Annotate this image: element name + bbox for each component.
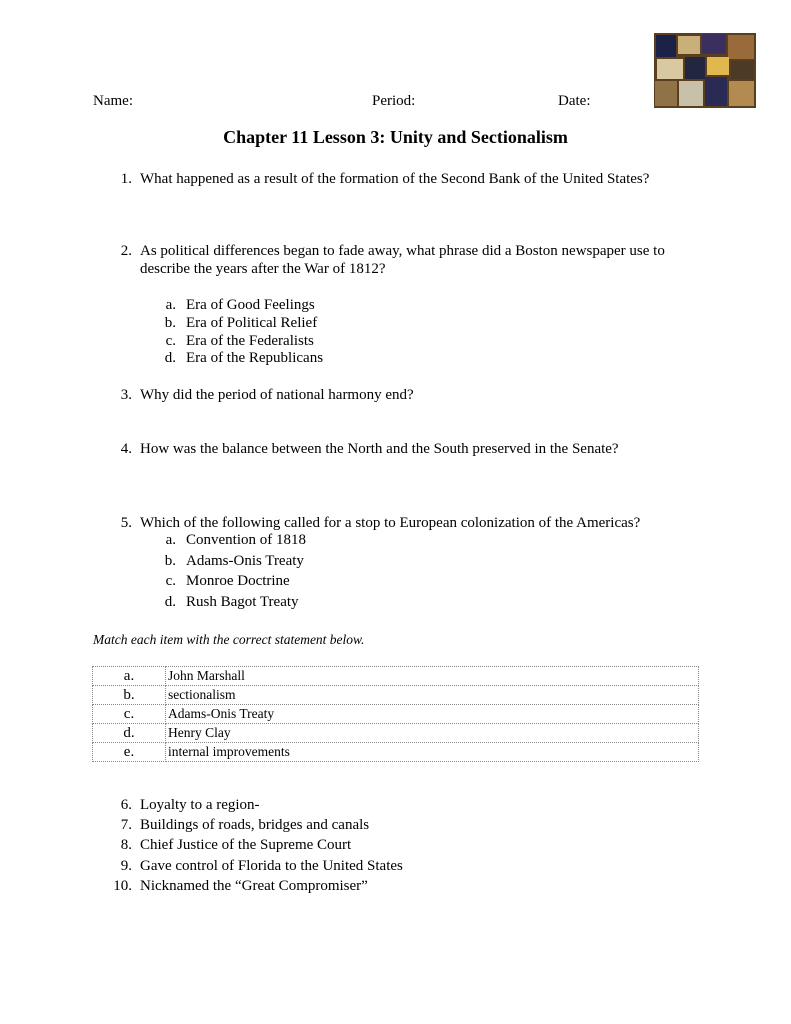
- question-text: How was the balance between the North and the South preserved in the Senate?: [140, 441, 619, 457]
- question-number: 5.: [120, 515, 132, 531]
- statement-text: Buildings of roads, bridges and canals: [140, 817, 370, 833]
- question-2: [0, 242, 791, 282]
- option-letter: c.: [165, 333, 176, 349]
- option-text: Era of Good Feelings: [186, 297, 315, 313]
- table-row: [93, 686, 699, 705]
- statement-number: 6.: [120, 797, 132, 813]
- question-text-cont: describe the years after the War of 1812?: [140, 261, 386, 277]
- option-text: Rush Bagot Treaty: [186, 594, 299, 610]
- option-letter: d.: [164, 350, 176, 366]
- table-row: [93, 724, 699, 743]
- item-text: John Marshall: [166, 667, 699, 686]
- option-letter: c.: [165, 573, 176, 589]
- table-row: [93, 743, 699, 762]
- option-letter: b.: [164, 553, 176, 569]
- matching-instruction: Match each item with the correct statement below.: [93, 632, 365, 647]
- question-text: What happened as a result of the formation of the Second Bank of the United States?: [140, 171, 650, 187]
- question-number: 2.: [120, 243, 132, 259]
- statement-number: 9.: [120, 858, 132, 874]
- period-label: Period:: [372, 93, 416, 109]
- statement-text: Chief Justice of the Supreme Court: [140, 837, 352, 853]
- option-text: Era of the Republicans: [186, 350, 324, 366]
- item-letter: e.: [93, 743, 166, 762]
- option-letter: d.: [164, 594, 176, 610]
- option-text: Monroe Doctrine: [186, 573, 290, 589]
- item-letter: b.: [93, 686, 166, 705]
- option-letter: b.: [164, 315, 176, 331]
- table-row: [93, 705, 699, 724]
- statement-number: 8.: [120, 837, 132, 853]
- option-text: Convention of 1818: [186, 532, 306, 548]
- item-letter: d.: [93, 724, 166, 743]
- statement-text: Nicknamed the “Great Compromiser”: [140, 878, 368, 894]
- question-text: Which of the following called for a stop to European colonization of the Americas?: [140, 515, 641, 531]
- question-text: As political differences began to fade away, what phrase did a Boston newspaper use to: [140, 243, 665, 259]
- question-number: 3.: [120, 387, 132, 403]
- date-label: Date:: [558, 93, 591, 109]
- question-number: 1.: [120, 171, 132, 187]
- item-text: internal improvements: [166, 743, 699, 762]
- table-row: [93, 667, 699, 686]
- name-label: Name:: [93, 93, 133, 109]
- statement-number: 7.: [120, 817, 132, 833]
- collage-image: [654, 33, 756, 108]
- item-letter: a.: [93, 667, 166, 686]
- item-text: Adams-Onis Treaty: [166, 705, 699, 724]
- item-text: sectionalism: [166, 686, 699, 705]
- option-letter: a.: [165, 532, 176, 548]
- statement-text: Gave control of Florida to the United States: [140, 858, 403, 874]
- option-text: Era of Political Relief: [186, 315, 318, 331]
- question-number: 4.: [120, 441, 132, 457]
- matching-table: [92, 666, 699, 762]
- option-text: Era of the Federalists: [186, 333, 314, 349]
- item-letter: c.: [93, 705, 166, 724]
- item-text: Henry Clay: [166, 724, 699, 743]
- option-letter: a.: [165, 297, 176, 313]
- page-title: Chapter 11 Lesson 3: Unity and Sectionalism: [223, 127, 568, 147]
- question-text: Why did the period of national harmony end?: [140, 387, 414, 403]
- statement-text: Loyalty to a region-: [140, 797, 260, 813]
- option-text: Adams-Onis Treaty: [186, 553, 304, 569]
- statement-number: 10.: [113, 878, 132, 894]
